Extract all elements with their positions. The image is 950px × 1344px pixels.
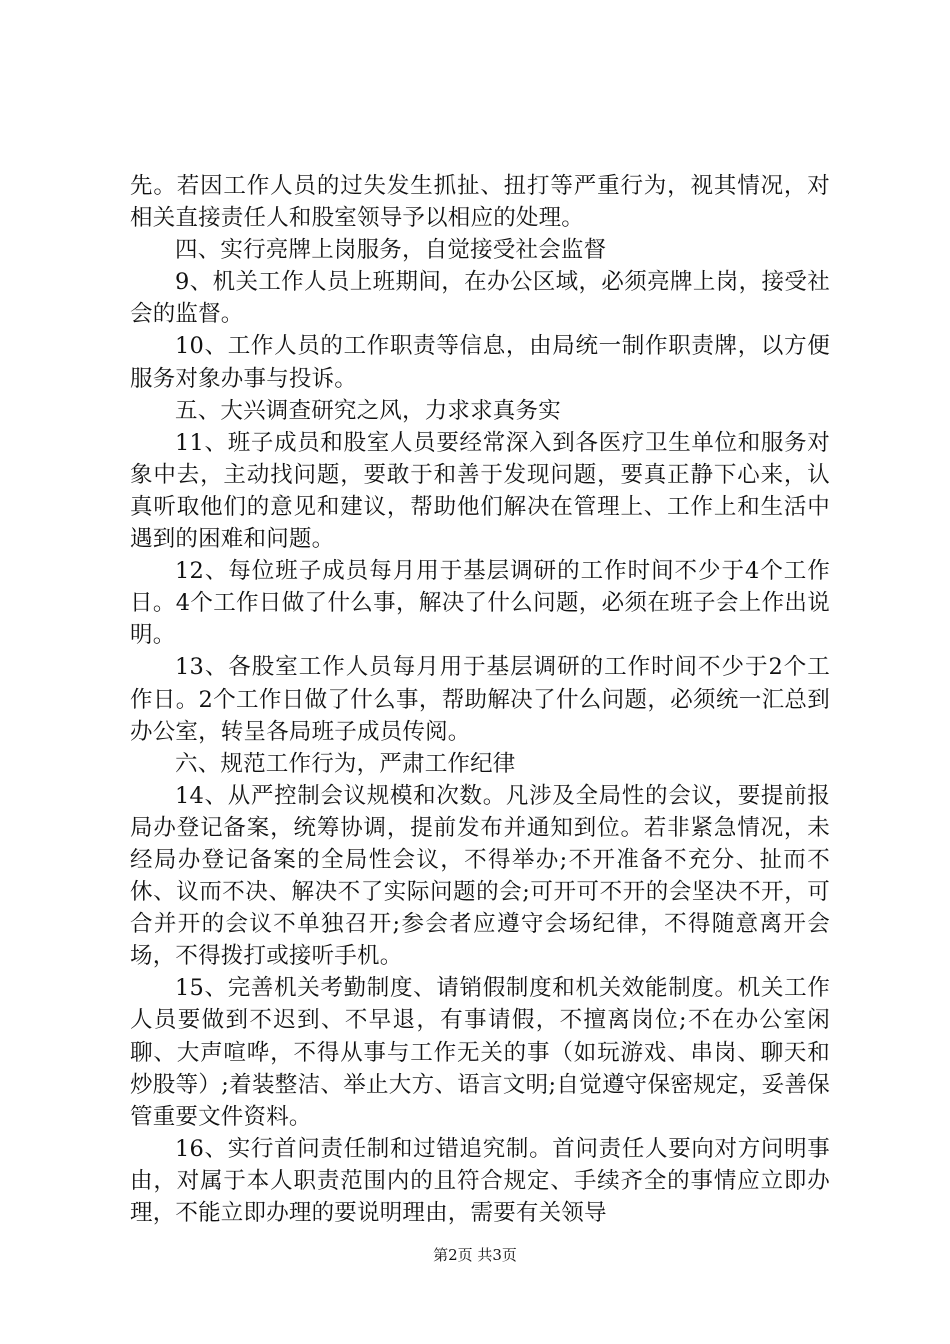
paragraph-10: 10、工作人员的工作职责等信息，由局统一制作职责牌，以方便服务对象办事与投诉。 <box>130 333 830 392</box>
page-footer <box>0 1244 950 1266</box>
paragraph-11: 11、班子成员和股室人员要经常深入到各医疗卫生单位和服务对象中去，主动找问题，要敢于和善于发现问题，要真正静下心来，认真听取他们的意见和建议，帮助他们解决在管理上、工作上和生活中遇到的困难和问题。 <box>130 429 830 553</box>
paragraph-16: 16、实行首问责任制和过错追究制。首问责任人要向对方问明事由，对属于本人职责范围内的且符合规定、手续齐全的事情应立即办理，不能立即办理的要说明理由，需要有关领导 <box>130 1135 830 1226</box>
paragraph-9: 9、机关工作人员上班期间，在办公区域，必须亮牌上岗，接受社会的监督。 <box>130 269 830 328</box>
section-heading-5: 五、大兴调查研究之风，力求求真务实 <box>175 397 561 424</box>
paragraph-12: 12、每位班子成员每月用于基层调研的工作时间不少于4个工作日。4个工作日做了什么事，解决了什么问题，必须在班子会上作出说明。 <box>130 558 830 649</box>
section-heading-4: 四、实行亮牌上岗服务，自觉接受社会监督 <box>175 237 607 264</box>
paragraph-13: 13、各股室工作人员每月用于基层调研的工作时间不少于2个工作日。2个工作日做了什么事，帮助解决了什么问题，必须统一汇总到办公室，转呈各局班子成员传阅。 <box>130 654 830 745</box>
document-body <box>130 170 830 1229</box>
paragraph-15: 15、完善机关考勤制度、请销假制度和机关效能制度。机关工作人员要做到不迟到、不早退，有事请假，不擅离岗位;不在办公室闲聊、大声喧哗，不得从事与工作无关的事（如玩游戏、串岗、聊天和炒股等）;着装整洁、举止大方、语言文明;自觉遵守保密规定，妥善保管重要文件资料。 <box>130 975 830 1130</box>
section-heading-6: 六、规范工作行为，严肃工作纪律 <box>175 750 516 777</box>
paragraph-14: 14、从严控制会议规模和次数。凡涉及全局性的会议，要提前报局办登记备案，统筹协调，提前发布并通知到位。若非紧急情况，未经局办登记备案的全局性会议，不得举办;不开准备不充分、扯而不休、议而不决、解决不了实际问题的会;可开可不开的会坚决不开，可合并开的会议不单独召开;参会者应遵守会场纪律，不得随意离开会场，不得拨打或接听手机。 <box>130 782 830 970</box>
paragraph-1: 先。若因工作人员的过失发生抓扯、扭打等严重行为，视其情况，对相关直接责任人和股室领导予以相应的处理。 <box>130 173 830 232</box>
page-number-label: 第2页 共3页 <box>433 1246 517 1264</box>
